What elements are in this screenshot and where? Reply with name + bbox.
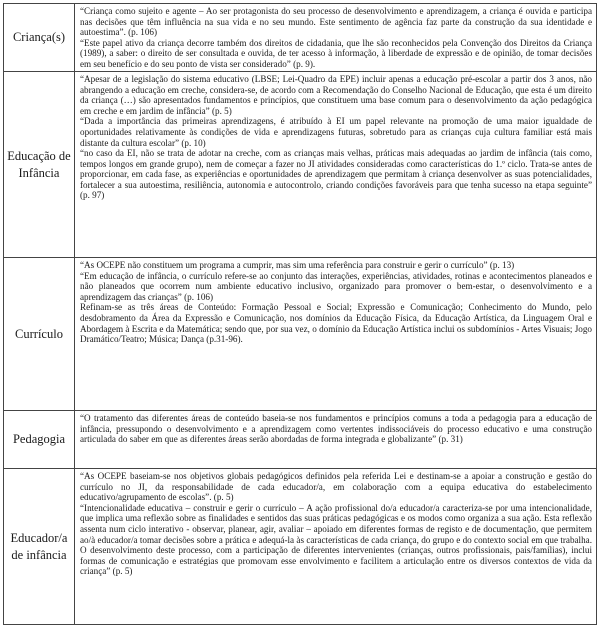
table-row <box>4 72 597 258</box>
quote-text: “As OCEPE não constituem um programa a cumprir, mas sim uma referência para construir e gerir o currículo” (p. 13) <box>80 260 515 271</box>
term-cell: Criança(s) <box>4 4 75 72</box>
quote-text: “Intencionalidade educativa – construir e gerir o currículo – A ação profissional do/a educador/a caracteriza-se por uma intencionalidade, que implica uma reflexão sobre as finalidades e sentidos das suas práticas pedagógicas e os modos como organiza a sua ação. Esta reflexão assenta num ciclo interativo - observar, planear, agir, avaliar – apoiado em diferentes formas de registo e de documentação, que permitem ao/à educador/a tomar decisões sobre a prática e adequá-la às características de cada criança, do grupo e do contexto social em que trabalha. O desenvolvimento deste processo, com a participação de diferentes intervenientes (crianças, outros profissionais, pais/famílias), inclui formas de comunicação e estratégias que promovam esse envolvimento e facilitem a articulação entre os diversos contextos de vida da criança” (p. 5) <box>80 502 592 577</box>
term-cell: Educação de Infância <box>4 72 75 258</box>
term-cell: Pedagogia <box>4 411 75 469</box>
table-row <box>4 4 597 72</box>
ocepe-terms-table <box>3 3 597 625</box>
quote-text: “Em educação de infância, o currículo refere-se ao conjunto das interações, experiências, atividades, rotinas e acontecimentos planeados e não planeados que ocorrem num ambiente educativo inclusivo, organizado para promover o bem-estar, o desenvolvimento e a aprendizagem das crianças” (p. 106) <box>80 270 592 302</box>
document <box>3 3 597 619</box>
quote-text: “Este papel ativo da criança decorre também dos direitos de cidadania, que lhe são reconhecidos pela Convenção dos Direitos da Criança (1989), a saber: o direito de ser consultada e ouvida, de ter acesso à informação, à liberdade de expressão e de opinião, de tomar decisões em seu benefício e do seu ponto de vista ser considerado” (p. 9). <box>80 37 592 69</box>
quote-text: “O tratamento das diferentes áreas de conteúdo baseia-se nos fundamentos e princípios comuns a toda a pedagogia para a educação de infância, pressupondo o desenvolvimento e a aprendizagem como vertentes indissociáveis do processo educativo e uma construção articulada do saber em que as diferentes áreas serão abordadas de forma integrada e globalizante” (p. 31) <box>80 413 592 445</box>
quote-text: Refinam-se as três áreas de Conteúdo: Formação Pessoal e Social; Expressão e Comunicação; Conhecimento do Mundo, pelo desdobramento da Área da Expressão e Comunicação, nos domínios da Educação Física, da Educação Artística, da Linguagem Oral e Abordagem à Escrita e da Matemática; sendo que, por sua vez, o domínio da Educação Artística inclui os subdomínios - Artes Visuais; Jogo Dramático/Teatro; Música; Dança (p.31-96). <box>80 302 592 345</box>
quote-text: “As OCEPE baseiam-se nos objetivos globais pedagógicos definidos pela referida Lei e destinam-se a apoiar a construção e gestão do currículo no JI, da responsabilidade de cada educador/a, em colaboração com a equipa educativa do estabelecimento educativo/agrupamento de escolas”. (p. 5) <box>80 471 592 503</box>
quote-text: “Apesar de a legislação do sistema educativo (LBSE; Lei-Quadro da EPE) incluir apenas a educação pré-escolar a partir dos 3 anos, não abrangendo a educação em creche, considera-se, de acordo com a Recomendação do Conselho Nacional de Educação, que esta é um direito da criança (…) são apresentados fundamentos e princípios, que constituem uma base comum para o desenvolvimento da ação pedagógica em creche e em jardim de infância” (p. 5) <box>80 74 592 116</box>
table-row <box>4 469 597 625</box>
quote-text: “Criança como sujeito e agente – Ao ser protagonista do seu processo de desenvolvimento e aprendizagem, a criança é ouvida e participa nas decisões que têm influência na sua vida e no seu mundo. Este sentimento de agência faz parte da construção da sua identidade e autoestima”. (p. 106) <box>80 6 592 38</box>
table-row <box>4 258 597 411</box>
quotes-cell <box>75 411 597 469</box>
quotes-cell <box>75 469 597 625</box>
quotes-cell <box>75 258 597 411</box>
quote-text: “no caso da EI, não se trata de adotar na creche, com as crianças mais velhas, práticas mais adequadas ao jardim de infância (tais como, tempos longos em grande grupo), nem de começar a fazer no JI atividades consideradas como características do 1.º ciclo. Trata-se antes de proporcionar, em cada fase, as experiências e oportunidades de aprendizagem que permitam à criança desenvolver as suas potencialidades, fortalecer a sua autoestima, resiliência, autonomia e autocontrolo, criando condições favoráveis para que tenha sucesso na etapa seguinte” (p. 97) <box>80 148 592 201</box>
table-row <box>4 411 597 469</box>
term-cell: Currículo <box>4 258 75 411</box>
quotes-cell <box>75 72 597 258</box>
quote-text: “Dada a importância das primeiras aprendizagens, é atribuído à EI um papel relevante na promoção de uma maior igualdade de oportunidades relativamente às condições de vida e aprendizagens futuras, sobretudo para as crianças cuja cultura familiar está mais distante da cultura escolar” (p. 10) <box>80 116 592 148</box>
term-cell: Educador/a de infância <box>4 469 75 625</box>
quotes-cell <box>75 4 597 72</box>
